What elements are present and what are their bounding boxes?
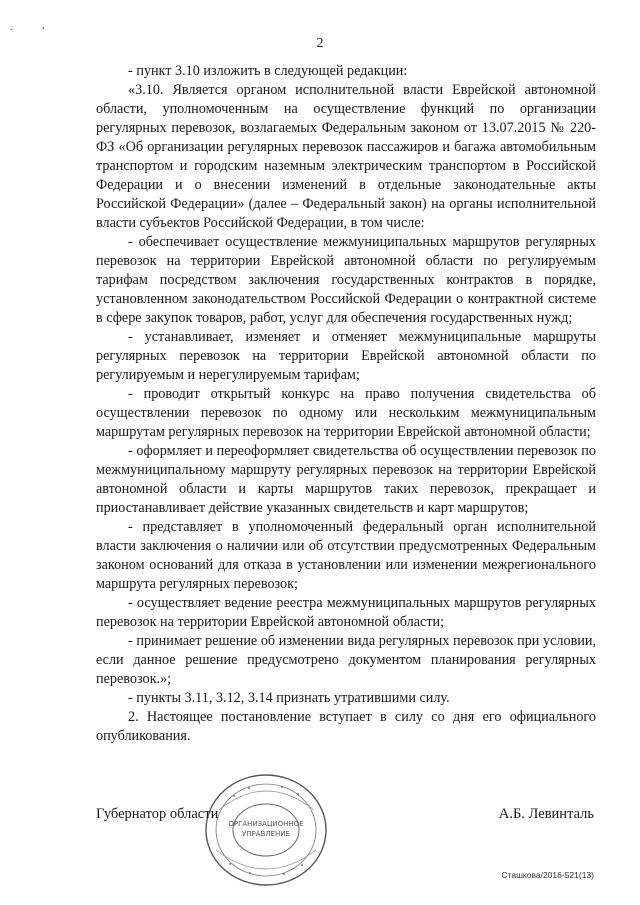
paragraph-item-registry: - осуществляет ведение реестра межмуниципальных маршрутов регулярных перевозок на территории Еврейской автономной области; (96, 595, 596, 630)
paragraph-amend-3-10: - пункт 3.10 изложить в следующей редакции: (128, 63, 408, 79)
scan-mark-right: , (42, 20, 45, 31)
document-reference-code: Сташкова/2016-521(13) (501, 870, 594, 880)
page-number: 2 (316, 36, 324, 51)
signatory-name: А.Б. Левинталь (498, 806, 594, 822)
paragraph-item-conclusions: - представляет в уполномоченный федеральный орган исполнительной власти заключения о наличии или об отсутствии предусмотренных Федеральным законом оснований для отказа в установлении или изменении межрегионального маршрута регулярных перевозок; (96, 519, 596, 592)
paragraph-item-contest: - проводит открытый конкурс на право получения свидетельства об осуществлении перевозок по одному или нескольким межмуниципальным маршрутам регулярных перевозок на территории Еврейской автономной области; (96, 386, 596, 440)
paragraph-item-change-type: - принимает решение об изменении вида регулярных перевозок при условии, если данное решение предусмотрено документом планирования регулярных перевозок.»; (96, 633, 596, 687)
official-seal-stamp (194, 770, 344, 890)
scan-mark-left: . (10, 22, 13, 33)
paragraph-repeal-points: - пункты 3.11, 3.12, 3.14 признать утратившими силу. (128, 690, 450, 706)
paragraph-3-10-text: «3.10. Является органом исполнительной власти Еврейской автономной области, уполномоченным на осуществление функций по организации регулярных перевозок, возлагаемых Федеральным законом от 13.07.2015 № 220-ФЗ «Об организации регулярных перевозок пассажиров и багажа автомобильным транспортом и городским наземным электрическим транспортом в Российской Федерации и о внесении изменений в отдельные законодательные акты Российской Федерации» (далее – Федеральный закон) на органы исполнительной власти субъектов Российской Федерации, в том числе: (96, 82, 596, 231)
paragraph-entry-into-force: 2. Настоящее постановление вступает в силу со дня его официального опубликования. (96, 709, 596, 744)
paragraph-item-sets-routes: - устанавливает, изменяет и отменяет межмуниципальные маршруты регулярных перевозок на территории Еврейской автономной области по регулируемым и нерегулируемым тарифам; (96, 329, 596, 383)
paragraph-item-certificates: - оформляет и переоформляет свидетельства об осуществлении перевозок по межмуниципальному маршруту регулярных перевозок на территории Еврейской автономной области и карты маршрутов таких перевозок, прекращает и приостанавливает действие указанных свидетельств и карт маршрутов; (96, 443, 596, 516)
paragraph-item-ensures: - обеспечивает осуществление межмуниципальных маршрутов регулярных перевозок на территории Еврейской автономной области по регулируемым тарифам посредством заключения государственных контрактов в порядке, установленном законодательством Российской Федерации о контрактной системе в сфере закупок товаров, работ, услуг для обеспечения государственных нужд; (96, 234, 596, 326)
svg-text:УПРАВЛЕНИЕ: УПРАВЛЕНИЕ (242, 830, 290, 838)
document-body (96, 62, 596, 746)
signatory-position: Губернатор области (96, 806, 219, 822)
svg-text:ОРГАНИЗАЦИОННОЕ: ОРГАНИЗАЦИОННОЕ (228, 820, 304, 828)
